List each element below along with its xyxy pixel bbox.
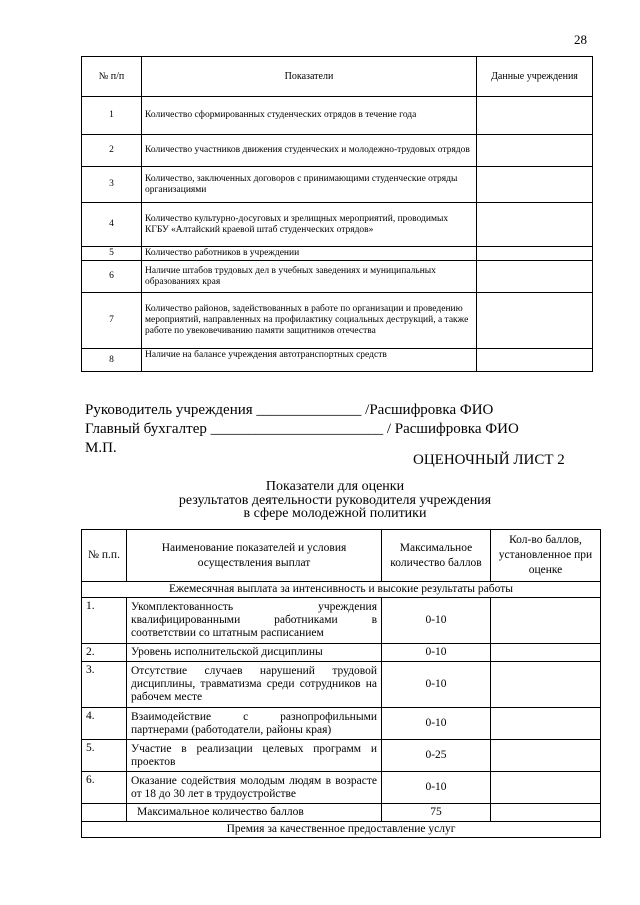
section-quality-bonus: Премия за качественное предоставление услуг (82, 822, 601, 838)
header-max: Максимальное количество баллов (382, 530, 491, 582)
total-num-cell (82, 804, 127, 822)
row-text: Количество, заключенных договоров с принимающими студенческие отряды организациями (142, 167, 477, 203)
row-value-cell[interactable] (477, 261, 593, 293)
headline-line-2: результатов деятельности руководителя учреждения (178, 493, 492, 508)
row-text: Количество участников движения студенческих и молодежно-трудовых отрядов (142, 135, 477, 167)
row-text: Уровень исполнительской дисциплины (127, 644, 382, 662)
row-num: 5 (82, 247, 142, 261)
row-text: Количество культурно-досуговых и зрелищных мероприятий, проводимых КГБУ «Алтайский краевой штаб студенческих отрядов» (142, 203, 477, 247)
table-row (82, 662, 601, 708)
row-num: 7 (82, 293, 142, 349)
section-monthly-payment: Ежемесячная выплата за интенсивность и высокие результаты работы (82, 582, 601, 598)
row-text: Количество районов, задействованных в работе по организации и проведению мероприятий, направленных на профилактику социальных деструкций, а также работе по увековечиванию памяти защитников отечества (142, 293, 477, 349)
table-row (82, 203, 593, 247)
headline-line-3: в сфере молодежной политики (243, 506, 427, 521)
row-num: 6. (82, 772, 127, 804)
sheet-title: ОЦЕНОЧНЫЙ ЛИСТ 2 (413, 452, 565, 468)
header-indicators: Показатели (142, 57, 477, 97)
row-value-cell[interactable] (477, 203, 593, 247)
row-num: 4. (82, 708, 127, 740)
table-row (82, 708, 601, 740)
row-num: 8 (82, 349, 142, 372)
row-text: Участие в реализации целевых программ и проектов (127, 740, 382, 772)
row-num: 1 (82, 97, 142, 135)
row-value-cell[interactable] (477, 135, 593, 167)
row-text: Отсутствие случаев нарушений трудовой дисциплины, травматизма среди сотрудников на рабочем месте (127, 662, 382, 708)
row-score-cell[interactable] (491, 708, 601, 740)
total-score-cell[interactable] (491, 804, 601, 822)
header-num: № п/п (82, 57, 142, 97)
row-max: 0-10 (382, 598, 491, 644)
table-row (82, 135, 593, 167)
row-text: Взаимодействие с разнопрофильными партнерами (работодатели, районы края) (127, 708, 382, 740)
row-max: 0-10 (382, 662, 491, 708)
row-max: 0-10 (382, 644, 491, 662)
row-score-cell[interactable] (491, 598, 601, 644)
total-row (82, 804, 601, 822)
table-row (82, 167, 593, 203)
row-value-cell[interactable] (477, 293, 593, 349)
headline-line-1: Показатели для оценки (265, 479, 405, 494)
page-number: 28 (574, 32, 587, 47)
row-num: 3 (82, 167, 142, 203)
evaluation-table (81, 529, 601, 838)
row-score-cell[interactable] (491, 772, 601, 804)
row-score-cell[interactable] (491, 740, 601, 772)
header-name: Наименование показателей и условия осуществления выплат (127, 530, 382, 582)
row-text: Количество сформированных студенческих отрядов в течение года (142, 97, 477, 135)
table-row (82, 247, 593, 261)
row-num: 6 (82, 261, 142, 293)
table-row (82, 644, 601, 662)
row-text: Наличие на балансе учреждения автотранспортных средств (142, 349, 477, 372)
row-num: 1. (82, 598, 127, 644)
table-row (82, 740, 601, 772)
header-data: Данные учреждения (477, 57, 593, 97)
row-max: 0-10 (382, 772, 491, 804)
row-max: 0-10 (382, 708, 491, 740)
table-row (82, 293, 593, 349)
row-text: Количество работников в учреждении (142, 247, 477, 261)
row-num: 2. (82, 644, 127, 662)
indicators-table (81, 56, 593, 372)
row-max: 0-25 (382, 740, 491, 772)
row-num: 4 (82, 203, 142, 247)
row-value-cell[interactable] (477, 97, 593, 135)
table-row (82, 349, 593, 372)
row-value-cell[interactable] (477, 167, 593, 203)
row-score-cell[interactable] (491, 662, 601, 708)
table-row (82, 97, 593, 135)
row-text: Наличие штабов трудовых дел в учебных заведениях и муниципальных образованиях края (142, 261, 477, 293)
row-score-cell[interactable] (491, 644, 601, 662)
row-num: 5. (82, 740, 127, 772)
row-text: Укомплектованность учреждения квалифицированными работниками в соответствии со штатным расписанием (127, 598, 382, 644)
table-row (82, 261, 593, 293)
row-num: 2 (82, 135, 142, 167)
row-value-cell[interactable] (477, 247, 593, 261)
table-row (82, 598, 601, 644)
total-value: 75 (382, 804, 491, 822)
header-score: Кол-во баллов, установленное при оценке (491, 530, 601, 582)
row-num: 3. (82, 662, 127, 708)
total-label: Максимальное количество баллов (127, 804, 382, 822)
row-value-cell[interactable] (477, 349, 593, 372)
signature-accountant: Главный бухгалтер _______________________ / Расшифровка ФИО (85, 421, 519, 437)
header-num: № п.п. (82, 530, 127, 582)
stamp-label: М.П. (85, 440, 117, 456)
table-row (82, 772, 601, 804)
signature-director: Руководитель учреждения ______________ /Расшифровка ФИО (85, 402, 494, 418)
row-text: Оказание содействия молодым людям в возрасте от 18 до 30 лет в трудоустройстве (127, 772, 382, 804)
